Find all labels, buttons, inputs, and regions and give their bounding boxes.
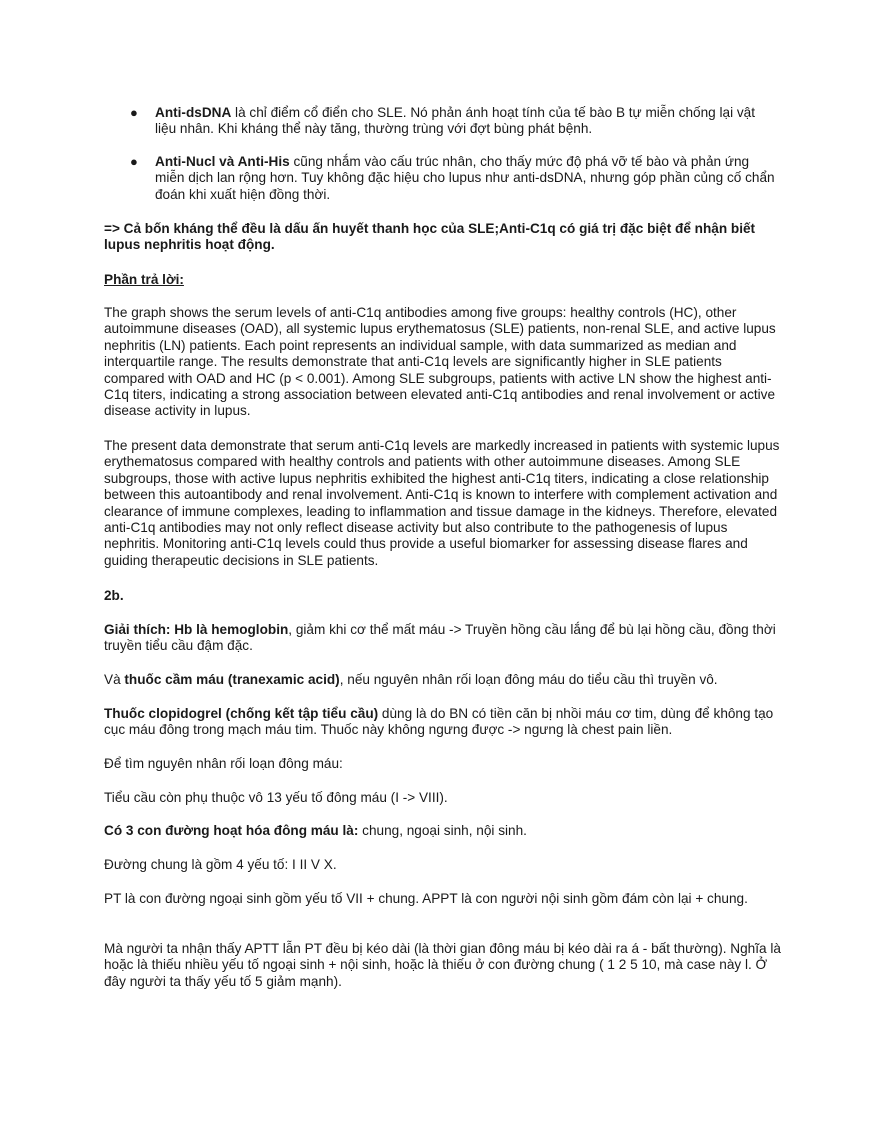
conclusion-statement: => Cả bốn kháng thể đều là dấu ấn huyết thanh học của SLE;Anti-C1q có giá trị đặc biệt để nhận biết lupus nephritis hoạt động.	[104, 221, 756, 253]
bullet-term: Anti-Nucl và Anti-His	[155, 154, 290, 169]
answer-paragraph-1: The graph shows the serum levels of anti-C1q antibodies among five groups: healthy controls (HC), other autoimmune diseases (OAD), all systemic lupus erythematosus (SLE) patients, non-renal SLE, and active lupus nephritis (LN) patients. Each point represents an individual sample, with data summarized as median and interquartile range. The results demonstrate that anti-C1q levels are significantly higher in SLE patients compared with OAD and HC (p < 0.001). Among SLE subgroups, patients with active LN show the highest anti-C1q titers, indicating a strong association between elevated anti-C1q antibodies and renal involvement or active disease activity in lupus.	[104, 305, 776, 419]
hemostatic-drug: Và thuốc cầm máu (tranexamic acid), nếu nguyên nhân rối loạn đông máu do tiểu cầu thì truyền vô.	[104, 672, 718, 687]
explanation-hb: Giải thích: Hb là hemoglobin, giảm khi cơ thể mất máu -> Truyền hồng cầu lắng để bù lại hồng cầu, đồng thời truyền tiểu cầu đậm đặc.	[104, 622, 776, 654]
clopidogrel-note: Thuốc clopidogrel (chống kết tập tiểu cầu) dùng là do BN có tiền căn bị nhồi máu cơ tim, dùng để không tạo cục máu đông trong mạch máu tim. Thuốc này không ngưng được -> ngưng là chest pain liền.	[104, 706, 774, 738]
answer-paragraph-2: The present data demonstrate that serum anti-C1q levels are markedly increased in patients with systemic lupus erythematosus compared with healthy controls and patients with other autoimmune diseases. Among SLE subgroups, those with active lupus nephritis exhibited the highest anti-C1q titers, indicating a close relationship between this autoantibody and renal involvement. Anti-C1q is known to interfere with complement activation and clearance of immune complexes, leading to inflammation and tissue damage in the kidneys. Therefore, elevated anti-C1q antibodies may not only reflect disease activity but also contribute to the pathogenesis of lupus nephritis. Monitoring anti-C1q levels could thus provide a useful biomarker for assessing disease flares and guiding therapeutic decisions in SLE patients.	[104, 438, 780, 568]
bullet-text: là chỉ điểm cổ điển cho SLE. Nó phản ánh hoạt tính của tế bào B tự miễn chống lại vật liệu nhân. Khi kháng thể này tăng, thường trùng với đợt bùng phát bệnh.	[155, 105, 756, 137]
bullet-marker: ●	[130, 154, 138, 169]
final-conclusion-paragraph: Mà người ta nhận thấy APTT lẫn PT đều bị kéo dài (là thời gian đông máu bị kéo dài ra á - bất thường). Nghĩa là hoặc là thiếu nhiều yếu tố ngoại sinh + nội sinh, hoặc là thiếu ở con đường chung ( 1 2 5 10, mà case này l. Ở đây người ta thấy yếu tố 5 giảm mạnh).	[104, 941, 781, 989]
pt-aptt-paragraph: PT là con đường ngoại sinh gồm yếu tố VII + chung. APPT là con người nội sinh gồm đám còn lại + chung.	[104, 891, 748, 906]
bullet-anti-dsdna	[155, 105, 775, 138]
answer-heading: Phần trả lời:	[104, 272, 184, 287]
bullet-anti-nucl-his	[155, 154, 775, 203]
common-pathway-line: Đường chung là gồm 4 yếu tố: I II V X.	[104, 857, 337, 872]
coagulation-pathways: Có 3 con đường hoạt hóa đông máu là: chung, ngoại sinh, nội sinh.	[104, 823, 527, 838]
section-2b-heading: 2b.	[104, 588, 124, 603]
bullet-text: cũng nhắm vào cấu trúc nhân, cho thấy mức độ phá vỡ tế bào và phản ứng miễn dịch lan rộng hơn. Tuy không đặc hiệu cho lupus như anti-dsDNA, nhưng góp phần củng cố chẩn đoán khi xuất hiện đồng thời.	[155, 154, 775, 202]
bullet-term: Anti-dsDNA	[155, 105, 232, 120]
platelet-factors-line: Tiểu cầu còn phụ thuộc vô 13 yếu tố đông máu (I -> VIII).	[104, 790, 448, 805]
bullet-marker: ●	[130, 105, 138, 120]
find-cause-line: Để tìm nguyên nhân rối loạn đông máu:	[104, 756, 343, 771]
